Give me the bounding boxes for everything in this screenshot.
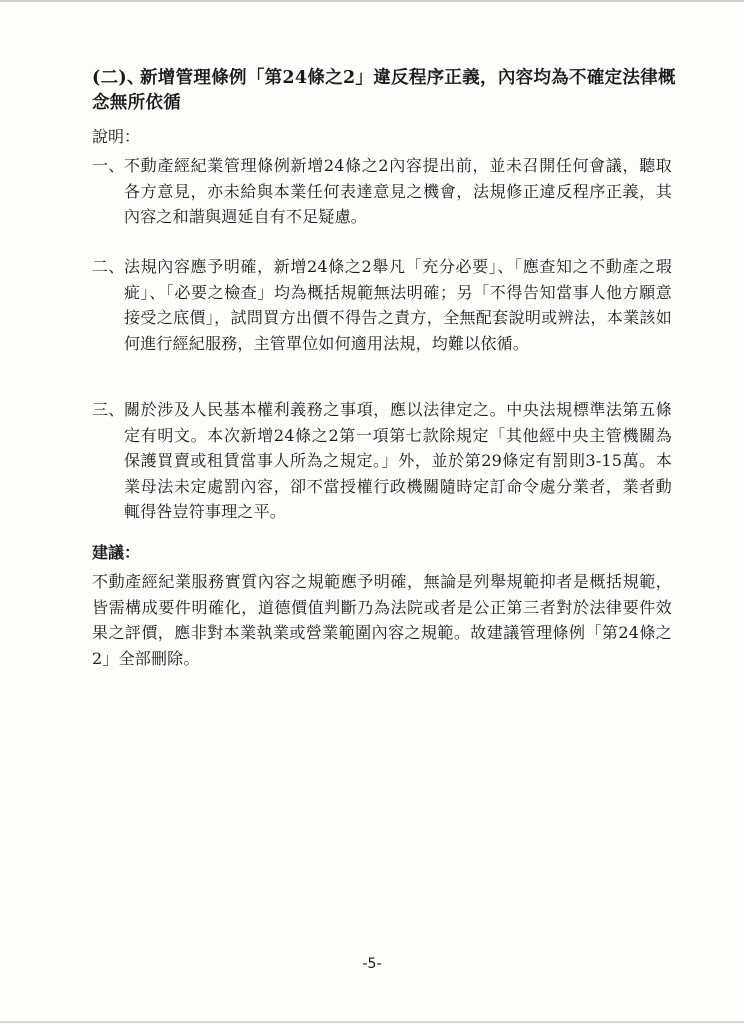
section-title: 新增管理條例「第24條之2」違反程序正義，內容均為不確定法律概念無所依循	[92, 68, 676, 113]
section-number: (二)、	[92, 68, 145, 88]
item-marker: 三、	[92, 400, 125, 419]
item-text: 不動產經紀業管理條例新增24條之2內容提出前，並未召開任何會議，聽取各方意見，亦未給與本業任何表達意見之機會，法規修正違反程序正義，其內容之和諧與週延自有不足疑慮。	[124, 156, 672, 226]
explanation-item-2	[92, 254, 672, 356]
item-marker: 二、	[92, 257, 125, 276]
item-text: 法規內容應予明確，新增24條之2舉凡「充分必要」、「應查知之不動產之瑕疵」、「必要之檢查」均為概括規範無法明確；另「不得告知當事人他方願意接受之底價」，試問買方出價不得告之責方，全無配套說明或辨法，本業該如何進行經紀服務，主管單位如何適用法規，均難以依循。	[124, 257, 672, 353]
scan-edge-top	[0, 0, 744, 2]
section-heading	[92, 66, 692, 116]
page-number: -5-	[362, 956, 382, 972]
explanation-item-3	[92, 397, 672, 525]
item-marker: 一、	[92, 156, 125, 175]
scan-edge-bottom	[0, 1021, 744, 1023]
explanation-item-1	[92, 153, 672, 230]
suggestion-label: 建議：	[92, 543, 141, 562]
item-text: 關於涉及人民基本權利義務之事項，應以法律定之。中央法規標準法第五條定有明文。本次新增24條之2第一項第七款除規定「其他經中央主管機關為保護買賣或租賃當事人所為之規定。」外，並於第29條定有罰則3-15萬。本業母法未定處罰內容，卻不當授權行政機關隨時定訂命令處分業者，業者動輒得咎豈符事理之平。	[124, 400, 672, 521]
explanation-label: 說明：	[92, 127, 141, 146]
suggestion-text: 不動產經紀業服務實質內容之規範應予明確，無論是列舉規範抑者是概括規範，皆需構成要件明確化，道德價值判斷乃為法院或者是公正第三者對於法律要件效果之評價，應非對本業執業或營業範圍內容之規範。故建議管理條例「第24條之2」全部刪除。	[92, 572, 672, 668]
